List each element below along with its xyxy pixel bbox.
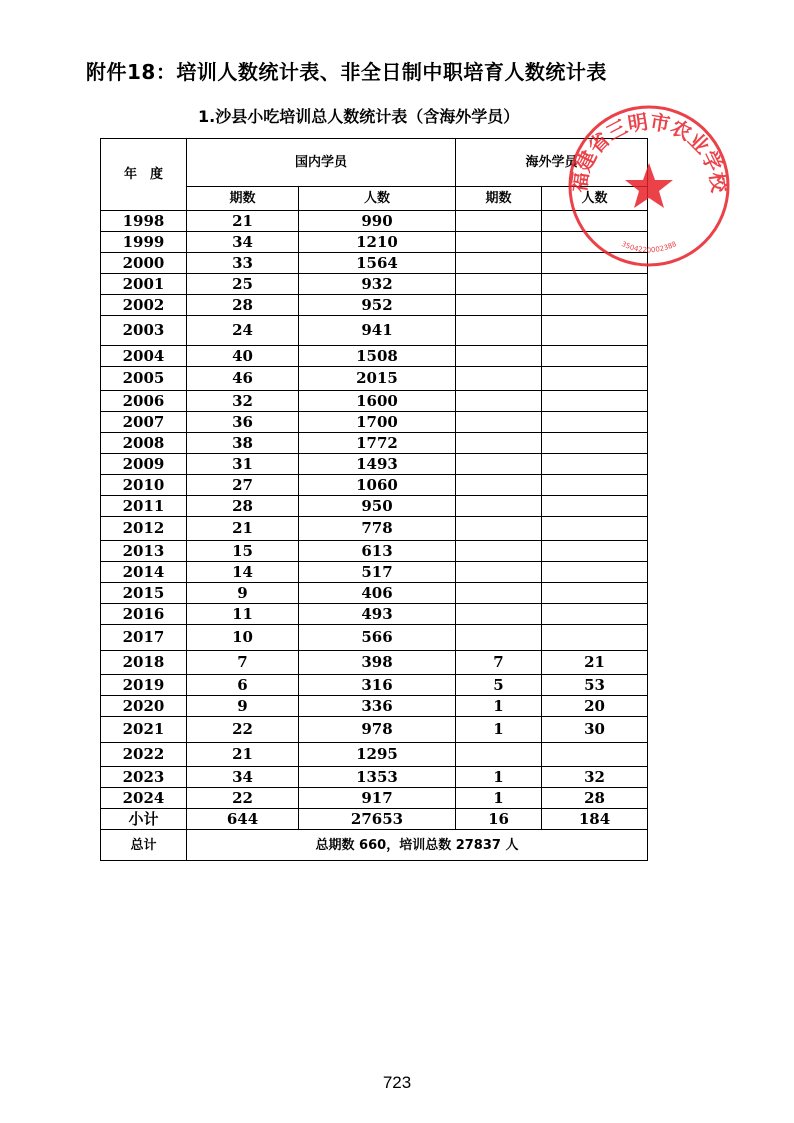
- overseas-sessions-cell: 7: [456, 651, 542, 675]
- overseas-people-cell: [542, 316, 648, 346]
- domestic-sessions-cell: 9: [187, 583, 299, 604]
- domestic-sessions-cell: 6: [187, 675, 299, 696]
- year-cell: 2007: [101, 412, 187, 433]
- overseas-sessions-cell: [456, 253, 542, 274]
- overseas-sessions-header: 期数: [456, 187, 542, 211]
- domestic-sessions-cell: 9: [187, 696, 299, 717]
- domestic-people-cell: 990: [299, 211, 456, 232]
- domestic-sessions-cell: 14: [187, 562, 299, 583]
- table-row: [101, 675, 648, 696]
- domestic-people-cell: 1493: [299, 454, 456, 475]
- domestic-sessions-cell: 27: [187, 475, 299, 496]
- overseas-people-cell: 28: [542, 788, 648, 809]
- domestic-people-cell: 1295: [299, 743, 456, 767]
- table-row: [101, 583, 648, 604]
- seal-code: 3504220002388: [620, 239, 678, 255]
- domestic-people-cell: 1600: [299, 391, 456, 412]
- table-row: [101, 412, 648, 433]
- table-row: [101, 454, 648, 475]
- overseas-sessions-cell: [456, 625, 542, 651]
- domestic-sessions-cell: 22: [187, 788, 299, 809]
- overseas-sessions-cell: [456, 274, 542, 295]
- year-cell: 2021: [101, 717, 187, 743]
- domestic-sessions-cell: 34: [187, 232, 299, 253]
- overseas-people-cell: [542, 562, 648, 583]
- domestic-people-cell: 1210: [299, 232, 456, 253]
- year-cell: 2023: [101, 767, 187, 788]
- overseas-people-cell: [542, 412, 648, 433]
- domestic-sessions-cell: 25: [187, 274, 299, 295]
- overseas-people-cell: [542, 496, 648, 517]
- domestic-people-cell: 566: [299, 625, 456, 651]
- domestic-people-cell: 398: [299, 651, 456, 675]
- year-cell: 2000: [101, 253, 187, 274]
- seal-text: 福建省三明市农业学校: [566, 109, 732, 194]
- year-cell: 2012: [101, 517, 187, 541]
- overseas-people-cell: 30: [542, 717, 648, 743]
- domestic-sessions-cell: 32: [187, 391, 299, 412]
- overseas-people-cell: [542, 346, 648, 367]
- page-heading: 附件18：培训人数统计表、非全日制中职培育人数统计表: [86, 60, 607, 84]
- domestic-sessions-cell: 24: [187, 316, 299, 346]
- year-cell: 2016: [101, 604, 187, 625]
- year-cell: 2024: [101, 788, 187, 809]
- domestic-people-cell: 517: [299, 562, 456, 583]
- year-cell: 2001: [101, 274, 187, 295]
- year-cell: 1999: [101, 232, 187, 253]
- table-row: [101, 316, 648, 346]
- domestic-people-header: 人数: [299, 187, 456, 211]
- overseas-people-cell: [542, 274, 648, 295]
- overseas-sessions-cell: [456, 391, 542, 412]
- overseas-sessions-cell: 5: [456, 675, 542, 696]
- domestic-people-cell: 1772: [299, 433, 456, 454]
- table-row: [101, 541, 648, 562]
- year-cell: 2015: [101, 583, 187, 604]
- total-label: 总计: [101, 830, 187, 861]
- table-row: [101, 475, 648, 496]
- overseas-people-cell: [542, 367, 648, 391]
- year-cell: 2020: [101, 696, 187, 717]
- year-cell: 2005: [101, 367, 187, 391]
- domestic-people-cell: 978: [299, 717, 456, 743]
- domestic-people-cell: 778: [299, 517, 456, 541]
- domestic-sessions-cell: 21: [187, 211, 299, 232]
- year-cell: 2014: [101, 562, 187, 583]
- domestic-people-cell: 613: [299, 541, 456, 562]
- domestic-sessions-cell: 46: [187, 367, 299, 391]
- domestic-people-cell: 406: [299, 583, 456, 604]
- overseas-sessions-cell: [456, 211, 542, 232]
- domestic-people-cell: 1508: [299, 346, 456, 367]
- table-row: [101, 274, 648, 295]
- table-row: [101, 367, 648, 391]
- domestic-people-cell: 917: [299, 788, 456, 809]
- year-cell: 2010: [101, 475, 187, 496]
- overseas-sessions-cell: [456, 475, 542, 496]
- overseas-sessions-cell: [456, 295, 542, 316]
- table-row: [101, 562, 648, 583]
- overseas-people-cell: 53: [542, 675, 648, 696]
- total-summary: 总期数 660，培训总数 27837 人: [187, 830, 648, 861]
- domestic-people-cell: 316: [299, 675, 456, 696]
- domestic-people-cell: 336: [299, 696, 456, 717]
- overseas-people-cell: [542, 295, 648, 316]
- overseas-people-cell: 20: [542, 696, 648, 717]
- overseas-students-header: 海外学员: [456, 139, 648, 187]
- domestic-people-cell: 493: [299, 604, 456, 625]
- subtotal-overseas-sessions: 16: [456, 809, 542, 830]
- overseas-people-cell: 21: [542, 651, 648, 675]
- domestic-people-cell: 941: [299, 316, 456, 346]
- table-row: [101, 717, 648, 743]
- overseas-people-header: 人数: [542, 187, 648, 211]
- table-row: [101, 496, 648, 517]
- domestic-people-cell: 1564: [299, 253, 456, 274]
- table-row: [101, 767, 648, 788]
- table-title: 1.沙县小吃培训总人数统计表（含海外学员）: [198, 107, 520, 126]
- domestic-people-cell: 2015: [299, 367, 456, 391]
- overseas-people-cell: [542, 625, 648, 651]
- table-row: [101, 517, 648, 541]
- overseas-sessions-cell: [456, 454, 542, 475]
- table-row: [101, 295, 648, 316]
- subtotal-overseas-people: 184: [542, 809, 648, 830]
- table-row: [101, 391, 648, 412]
- overseas-people-cell: [542, 391, 648, 412]
- table-row: [101, 433, 648, 454]
- year-cell: 2017: [101, 625, 187, 651]
- table-row: [101, 346, 648, 367]
- domestic-sessions-cell: 28: [187, 496, 299, 517]
- year-cell: 2019: [101, 675, 187, 696]
- overseas-sessions-cell: [456, 604, 542, 625]
- domestic-sessions-cell: 33: [187, 253, 299, 274]
- domestic-people-cell: 932: [299, 274, 456, 295]
- subtotal-domestic-people: 27653: [299, 809, 456, 830]
- overseas-people-cell: 32: [542, 767, 648, 788]
- year-cell: 2003: [101, 316, 187, 346]
- overseas-sessions-cell: 1: [456, 696, 542, 717]
- table-row: [101, 696, 648, 717]
- page-number: 723: [382, 1073, 412, 1092]
- year-cell: 2022: [101, 743, 187, 767]
- overseas-people-cell: [542, 604, 648, 625]
- year-cell: 2008: [101, 433, 187, 454]
- year-cell: 2006: [101, 391, 187, 412]
- overseas-people-cell: [542, 433, 648, 454]
- subtotal-domestic-sessions: 644: [187, 809, 299, 830]
- domestic-sessions-cell: 15: [187, 541, 299, 562]
- domestic-sessions-cell: 31: [187, 454, 299, 475]
- overseas-people-cell: [542, 454, 648, 475]
- year-cell: 2004: [101, 346, 187, 367]
- domestic-sessions-cell: 22: [187, 717, 299, 743]
- domestic-sessions-cell: 11: [187, 604, 299, 625]
- year-cell: 2009: [101, 454, 187, 475]
- overseas-sessions-cell: [456, 367, 542, 391]
- table-row: [101, 788, 648, 809]
- overseas-sessions-cell: [456, 541, 542, 562]
- overseas-sessions-cell: 1: [456, 717, 542, 743]
- star-icon: [625, 163, 673, 208]
- year-cell: 2002: [101, 295, 187, 316]
- domestic-sessions-cell: 34: [187, 767, 299, 788]
- overseas-sessions-cell: [456, 433, 542, 454]
- domestic-sessions-cell: 21: [187, 743, 299, 767]
- overseas-people-cell: [542, 541, 648, 562]
- school-seal-stamp: [566, 103, 732, 269]
- domestic-people-cell: 1060: [299, 475, 456, 496]
- overseas-sessions-cell: 1: [456, 788, 542, 809]
- overseas-sessions-cell: [456, 232, 542, 253]
- domestic-sessions-cell: 36: [187, 412, 299, 433]
- domestic-sessions-cell: 21: [187, 517, 299, 541]
- year-cell: 1998: [101, 211, 187, 232]
- table-row: [101, 604, 648, 625]
- domestic-sessions-cell: 38: [187, 433, 299, 454]
- overseas-sessions-cell: [456, 562, 542, 583]
- year-header: 年 度: [101, 139, 187, 211]
- year-cell: 2013: [101, 541, 187, 562]
- domestic-sessions-cell: 7: [187, 651, 299, 675]
- table-row: [101, 625, 648, 651]
- overseas-people-cell: [542, 475, 648, 496]
- table-row: [101, 651, 648, 675]
- domestic-sessions-cell: 40: [187, 346, 299, 367]
- year-cell: 2011: [101, 496, 187, 517]
- overseas-sessions-cell: [456, 743, 542, 767]
- overseas-sessions-cell: [456, 517, 542, 541]
- overseas-people-cell: [542, 583, 648, 604]
- domestic-students-header: 国内学员: [187, 139, 456, 187]
- domestic-people-cell: 1353: [299, 767, 456, 788]
- overseas-sessions-cell: [456, 346, 542, 367]
- domestic-people-cell: 950: [299, 496, 456, 517]
- overseas-sessions-cell: [456, 583, 542, 604]
- overseas-sessions-cell: [456, 412, 542, 433]
- domestic-sessions-header: 期数: [187, 187, 299, 211]
- overseas-people-cell: [542, 517, 648, 541]
- overseas-sessions-cell: [456, 496, 542, 517]
- overseas-sessions-cell: [456, 316, 542, 346]
- domestic-people-cell: 952: [299, 295, 456, 316]
- year-cell: 2018: [101, 651, 187, 675]
- domestic-sessions-cell: 28: [187, 295, 299, 316]
- subtotal-label: 小计: [101, 809, 187, 830]
- overseas-people-cell: [542, 743, 648, 767]
- domestic-sessions-cell: 10: [187, 625, 299, 651]
- table-row: [101, 743, 648, 767]
- domestic-people-cell: 1700: [299, 412, 456, 433]
- overseas-sessions-cell: 1: [456, 767, 542, 788]
